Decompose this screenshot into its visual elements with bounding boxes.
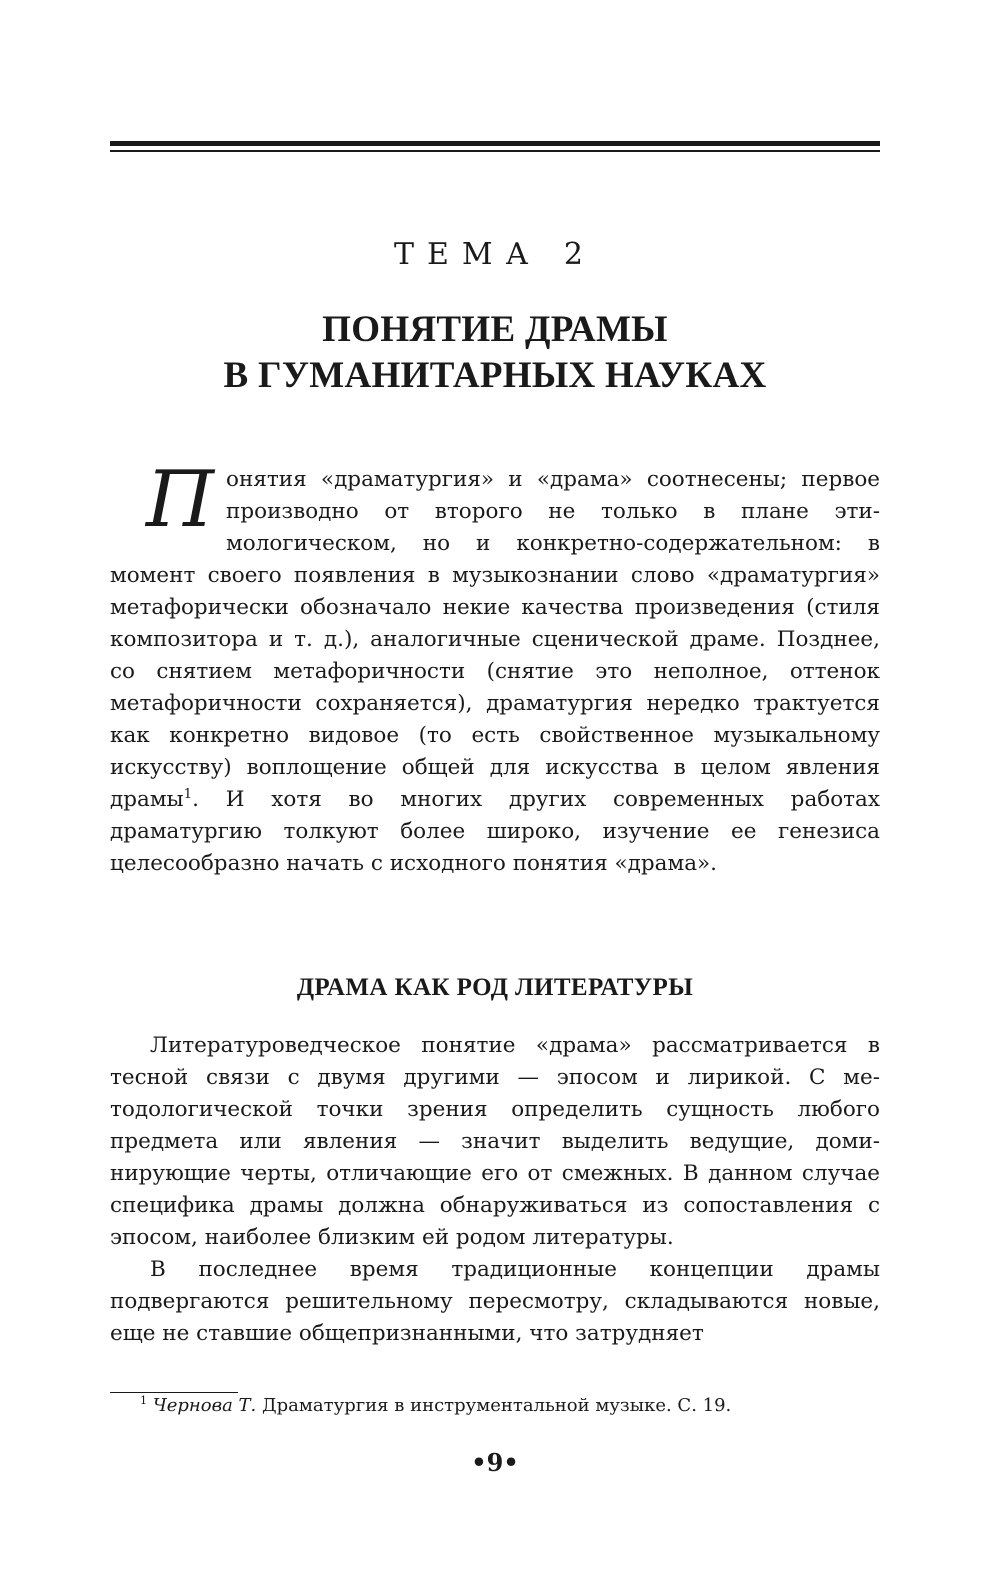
chapter-title-line-1: ПОНЯТИЕ ДРАМЫ	[322, 309, 668, 350]
header-rule-thin	[110, 150, 880, 152]
section-paragraph-1: Литературоведческое понятие «драма» рассматривается в тесной связи с двумя другими — эпосом и лирикой. С методологической точки зрения определить сущность любого предмета или явления — значит выделить ведущие, доминирующие черты, отличающие его от смежных. В данном случае специфика драмы должна обнаруживаться из сопоставления с эпосом, наиболее близким ей родом литературы.	[110, 1033, 880, 1250]
footnote-text: Драматургия в инструментальной музыке. С. 19.	[256, 1395, 732, 1416]
section-body	[110, 1030, 880, 1350]
section-heading: ДРАМА КАК РОД ЛИТЕРАТУРЫ	[296, 974, 694, 1001]
intro-text-part-1: онятия «драматургия» и «драма» соотнесены; первое производно от второго не только в плане этимологическом, но и конкретно-содержательном: в момент своего появления в музыкознании слово «драматургия» метафорически обозначало некие качества произведения (стиля композитора и т. д.), аналогичные сценической драме. Позднее, со снятием метафоричности (снятие это неполное, оттенок метафоричности сохраняется), драматургия нередко трактуется как конкретно видовое (то есть свойственное музыкальному искусству) воплощение общей для искусства в целом явления драмы	[110, 467, 880, 812]
intro-text-part-2: . И хотя во многих других современных работах драматургию толкуют более широко, изучение ее генезиса целесообразно начать с исходного понятия «драма».	[110, 787, 880, 876]
intro-paragraph	[110, 455, 880, 880]
dropcap-letter: П	[146, 455, 215, 545]
chapter-title	[0, 307, 990, 399]
section-paragraph-2: В последнее время традиционные концепции драмы подвергаются решительному пересмотру, складываются новые, еще не ставшие общепризнанными, что затрудняет	[110, 1257, 880, 1346]
footnote	[140, 1393, 880, 1419]
footnote-reference[interactable]: 1	[183, 786, 193, 802]
header-rule-thick	[110, 141, 880, 146]
topic-label: ТЕМА 2	[394, 237, 596, 272]
page-number: •9•	[471, 1448, 519, 1477]
chapter-title-line-2: В ГУМАНИТАРНЫХ НАУКАХ	[223, 355, 767, 396]
footnote-author: Чернова Т.	[152, 1395, 257, 1416]
footnote-number: 1	[140, 1394, 148, 1407]
